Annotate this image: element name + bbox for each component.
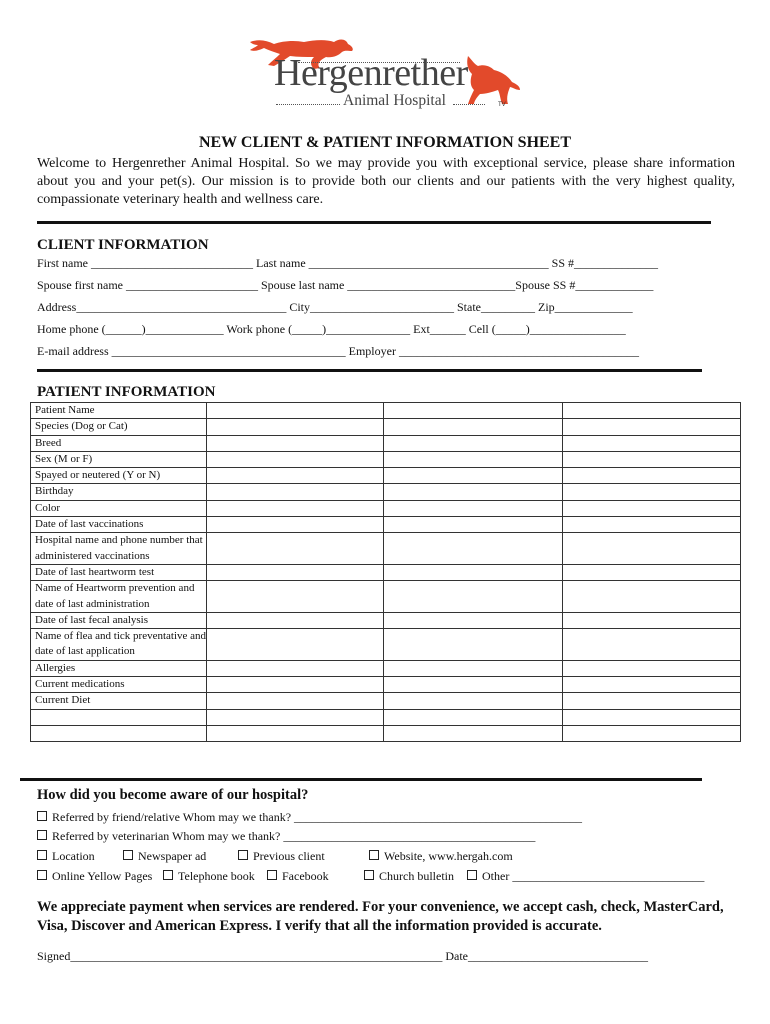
payment-statement: We appreciate payment when services are rendered. For your convenience, we accept cash, check, MasterCard, Visa, Discover and American Express. I verify that all the information provided is accurate.	[37, 899, 724, 934]
jumping-cat-icon	[462, 54, 522, 106]
row-label: Name of Heartworm prevention and date of last administration	[31, 581, 207, 613]
pet3-cell[interactable]	[563, 629, 741, 661]
pet1-cell[interactable]	[207, 468, 384, 484]
pet2-cell[interactable]	[384, 564, 563, 580]
row-label: Date of last fecal analysis	[31, 612, 207, 628]
pet3-cell[interactable]	[563, 517, 741, 533]
pet1-cell[interactable]	[207, 677, 384, 693]
telephone-book-option[interactable]	[163, 869, 255, 884]
row-label: Current medications	[31, 677, 207, 693]
pet1-cell[interactable]	[207, 612, 384, 628]
row-label: Breed	[31, 435, 207, 451]
option-label: Referred by friend/relative Whom may we thank? ________________________________________________	[52, 810, 583, 824]
location-option[interactable]	[37, 849, 95, 864]
yellow-pages-option[interactable]	[37, 869, 152, 884]
pet3-cell[interactable]	[563, 419, 741, 435]
pet3-cell[interactable]	[563, 533, 741, 565]
table-row	[31, 533, 741, 565]
option-label: Newspaper ad	[138, 849, 207, 863]
row-label: Hospital name and phone number that administered vaccinations	[31, 533, 207, 565]
table-row	[31, 517, 741, 533]
pet1-cell[interactable]	[207, 517, 384, 533]
patient-heading: PATIENT INFORMATION	[37, 384, 216, 400]
checkbox[interactable]	[467, 870, 477, 880]
patient-table	[30, 402, 741, 742]
table-row	[31, 629, 741, 661]
table-row	[31, 660, 741, 676]
form-title: NEW CLIENT & PATIENT INFORMATION SHEET	[198, 134, 572, 151]
pet1-cell[interactable]	[207, 693, 384, 709]
pet2-cell[interactable]	[384, 660, 563, 676]
option-label: Online Yellow Pages	[52, 869, 153, 883]
pet2-cell[interactable]	[384, 693, 563, 709]
blank-row-label[interactable]	[31, 725, 207, 741]
pet3-cell[interactable]	[563, 500, 741, 516]
pet2-cell[interactable]	[384, 533, 563, 565]
client-heading: CLIENT INFORMATION	[37, 237, 209, 253]
pet3-cell[interactable]	[563, 468, 741, 484]
row-label: Name of flea and tick preventative and date of last application	[31, 629, 207, 661]
option-label: Other ________________________________	[482, 869, 705, 883]
row-label: Allergies	[31, 660, 207, 676]
referral-vet-option[interactable]	[37, 829, 535, 844]
pet2-cell[interactable]	[384, 451, 563, 467]
referral-question: How did you become aware of our hospital?	[37, 787, 309, 803]
other-option[interactable]	[467, 869, 704, 884]
checkbox[interactable]	[37, 830, 47, 840]
table-row	[31, 677, 741, 693]
pet2-cell[interactable]	[384, 435, 563, 451]
logo-subtitle: Animal Hospital	[343, 92, 446, 109]
pet2-cell[interactable]	[384, 484, 563, 500]
checkbox[interactable]	[238, 850, 248, 860]
table-row	[31, 435, 741, 451]
table-row	[31, 564, 741, 580]
pet2-cell[interactable]	[384, 725, 563, 741]
checkbox[interactable]	[37, 870, 47, 880]
pet3-cell[interactable]	[563, 693, 741, 709]
logo-left-dots	[276, 104, 340, 105]
pet3-cell[interactable]	[563, 660, 741, 676]
spouse-name-row[interactable]: Spouse first name ______________________ Spouse last name ____________________________Spouse SS #_____________	[37, 278, 654, 292]
row-label: Species (Dog or Cat)	[31, 419, 207, 435]
address-row[interactable]: Address___________________________________ City________________________ State_________ Zip_____________	[37, 300, 633, 314]
pet2-cell[interactable]	[384, 612, 563, 628]
checkbox[interactable]	[37, 850, 47, 860]
blank-row-label[interactable]	[31, 709, 207, 725]
pet1-cell[interactable]	[207, 725, 384, 741]
church-bulletin-option[interactable]	[364, 869, 454, 884]
logo-name: Hergenrether	[274, 52, 468, 94]
divider	[37, 221, 711, 224]
row-label: Date of last heartworm test	[31, 564, 207, 580]
referral-friend-option[interactable]	[37, 810, 582, 825]
option-label: Telephone book	[178, 869, 255, 883]
pet1-cell[interactable]	[207, 581, 384, 613]
table-row	[31, 500, 741, 516]
row-label: Spayed or neutered (Y or N)	[31, 468, 207, 484]
table-row	[31, 581, 741, 613]
checkbox[interactable]	[123, 850, 133, 860]
pet1-cell[interactable]	[207, 403, 384, 419]
table-row	[31, 484, 741, 500]
pet2-cell[interactable]	[384, 517, 563, 533]
table-row	[31, 693, 741, 709]
row-label: Color	[31, 500, 207, 516]
pet1-cell[interactable]	[207, 451, 384, 467]
pet2-cell[interactable]	[384, 709, 563, 725]
pet3-cell[interactable]	[563, 484, 741, 500]
email-employer-row[interactable]: E-mail address _______________________________________ Employer ________________________________________	[37, 344, 639, 358]
pet1-cell[interactable]	[207, 533, 384, 565]
checkbox[interactable]	[37, 811, 47, 821]
pet2-cell[interactable]	[384, 468, 563, 484]
facebook-option[interactable]	[267, 869, 329, 884]
option-label: Website, www.hergah.com	[384, 849, 513, 863]
intro-paragraph: Welcome to Hergenrether Animal Hospital. So we may provide you with exceptional service, please share information about you and your pet(s). Our mission is to provide both our clients and our patients with the very highest quality, compassionate veterinary health and wellness care.	[37, 156, 735, 207]
pet1-cell[interactable]	[207, 500, 384, 516]
checkbox[interactable]	[364, 870, 374, 880]
divider	[20, 778, 702, 781]
phone-row[interactable]: Home phone (______)_____________ Work phone (_____)______________ Ext______ Cell (_____)________________	[37, 322, 626, 336]
pet1-cell[interactable]	[207, 660, 384, 676]
pet2-cell[interactable]	[384, 677, 563, 693]
newspaper-option[interactable]	[123, 849, 206, 864]
pet3-cell[interactable]	[563, 709, 741, 725]
pet1-cell[interactable]	[207, 629, 384, 661]
signature-row[interactable]: Signed______________________________________________________________ Date______________________________	[37, 949, 648, 963]
pet3-cell[interactable]	[563, 725, 741, 741]
hospital-logo	[248, 36, 528, 112]
pet3-cell[interactable]	[563, 451, 741, 467]
pet3-cell[interactable]	[563, 581, 741, 613]
row-label: Current Diet	[31, 693, 207, 709]
logo-tv: TV	[498, 102, 506, 108]
option-label: Location	[52, 849, 95, 863]
pet2-cell[interactable]	[384, 581, 563, 613]
pet1-cell[interactable]	[207, 484, 384, 500]
pet2-cell[interactable]	[384, 419, 563, 435]
divider	[37, 369, 702, 372]
client-name-row[interactable]: First name ___________________________ Last name ________________________________________ SS #______________	[37, 256, 658, 270]
pet1-cell[interactable]	[207, 709, 384, 725]
checkbox[interactable]	[163, 870, 173, 880]
pet2-cell[interactable]	[384, 500, 563, 516]
option-label: Referred by veterinarian Whom may we thank? __________________________________________	[52, 829, 536, 843]
option-label: Facebook	[282, 869, 329, 883]
checkbox[interactable]	[369, 850, 379, 860]
logo-right-dots	[453, 104, 485, 105]
checkbox[interactable]	[267, 870, 277, 880]
option-label: Church bulletin	[379, 869, 454, 883]
previous-client-option[interactable]	[238, 849, 325, 864]
row-label: Birthday	[31, 484, 207, 500]
option-label: Previous client	[253, 849, 325, 863]
pet1-cell[interactable]	[207, 419, 384, 435]
pet3-cell[interactable]	[563, 564, 741, 580]
pet1-cell[interactable]	[207, 435, 384, 451]
table-row	[31, 451, 741, 467]
row-label: Date of last vaccinations	[31, 517, 207, 533]
website-option[interactable]	[369, 849, 513, 864]
table-row	[31, 709, 741, 725]
pet3-cell[interactable]	[563, 677, 741, 693]
table-row	[31, 468, 741, 484]
table-row	[31, 403, 741, 419]
table-row	[31, 725, 741, 741]
row-label: Patient Name	[31, 403, 207, 419]
pet1-cell[interactable]	[207, 564, 384, 580]
table-row	[31, 612, 741, 628]
row-label: Sex (M or F)	[31, 451, 207, 467]
pet2-cell[interactable]	[384, 629, 563, 661]
pet3-cell[interactable]	[563, 612, 741, 628]
table-row	[31, 419, 741, 435]
pet2-cell[interactable]	[384, 403, 563, 419]
pet3-cell[interactable]	[563, 435, 741, 451]
pet3-cell[interactable]	[563, 403, 741, 419]
